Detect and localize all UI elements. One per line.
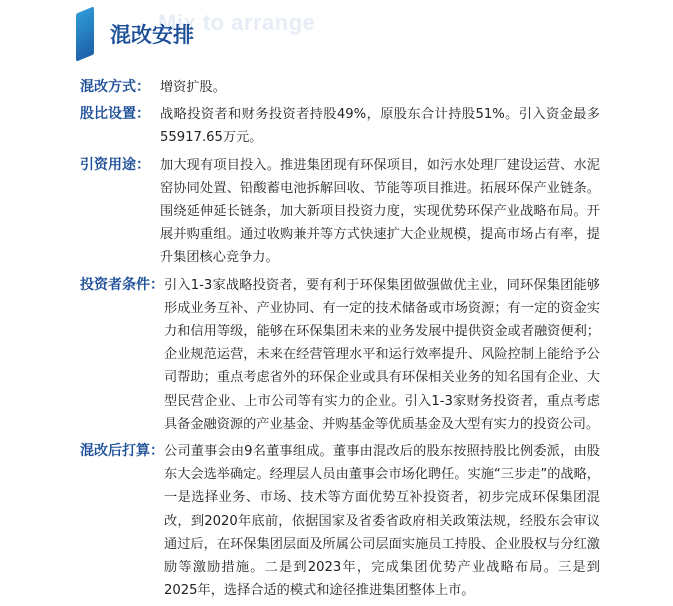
content-body (80, 76, 600, 606)
section-text: 加大现有项目投入。推进集团现有环保项目，如污水处理厂建设运营、水泥窑协同处置、铅酸蓄电池拆解回收、节能等项目推进。拓展环保产业链条。围绕延伸延长链条，加大新项目投资力度，实现优势环保产业战略布局。开展并购重组。通过收购兼并等方式快速扩大企业规模，提高市场占有率，提升集团核心竞争力。 (160, 157, 600, 266)
section-equity-ratio (80, 103, 600, 149)
section-label: 混改后打算： (80, 443, 164, 460)
section-label: 投资者条件： (80, 276, 164, 293)
section-text: 公司董事会由9名董事组成。董事由混改后的股东按照持股比例委派，由股东大会选举确定。经理层人员由董事会市场化聘任。实施“三步走”的战略，一是选择业务、市场、技术等方面优势互补投资者，初步完成环保集团混改，到2020年底前，依据国家及省委省政府相关政策法规，经股东会审议通过后，在环保集团层面及所属公司层面实施员工持股、企业股权与分红激励等激励措施。二是到2023年，完成集团优势产业战略布局。三是到2025年，选择合适的模式和途径推进集团整体上市。 (164, 444, 600, 599)
section-label: 股比设置： (80, 106, 150, 123)
section-capital-use (80, 154, 600, 270)
section-text: 增资扩股。 (160, 80, 226, 95)
section-reform-method (80, 76, 600, 99)
page-title: 混改安排 (110, 23, 194, 47)
section-text: 战略投资者和财务投资者持股49%，原股东合计持股51%。引入资金最多55917.65万元。 (160, 107, 600, 146)
header-watermark: Mix to arrange (158, 10, 316, 35)
page-header (0, 0, 673, 70)
section-text: 引入1-3家战略投资者，要有利于环保集团做强做优主业，同环保集团能够形成业务互补、产业协同、有一定的技术储备或市场资源；有一定的资金实力和信用等级，能够在环保集团未来的业务发展中提供资金或者融资便利；企业规范运营，未来在经营管理水平和运行效率提升、风险控制上能给予公司帮助；重点考虑省外的环保企业或具有环保相关业务的知名国有企业、大型民营企业、上市公司等有实力的企业。引入1-3家财务投资者，重点考虑具备金融资源的产业基金、并购基金等优质基金及大型有实力的投资公司。 (164, 277, 600, 432)
section-post-reform-plan (80, 440, 600, 602)
section-label: 引资用途： (80, 156, 150, 173)
header-accent-bar (76, 6, 94, 61)
section-label: 混改方式： (80, 79, 150, 95)
section-investor-conditions (80, 274, 600, 436)
